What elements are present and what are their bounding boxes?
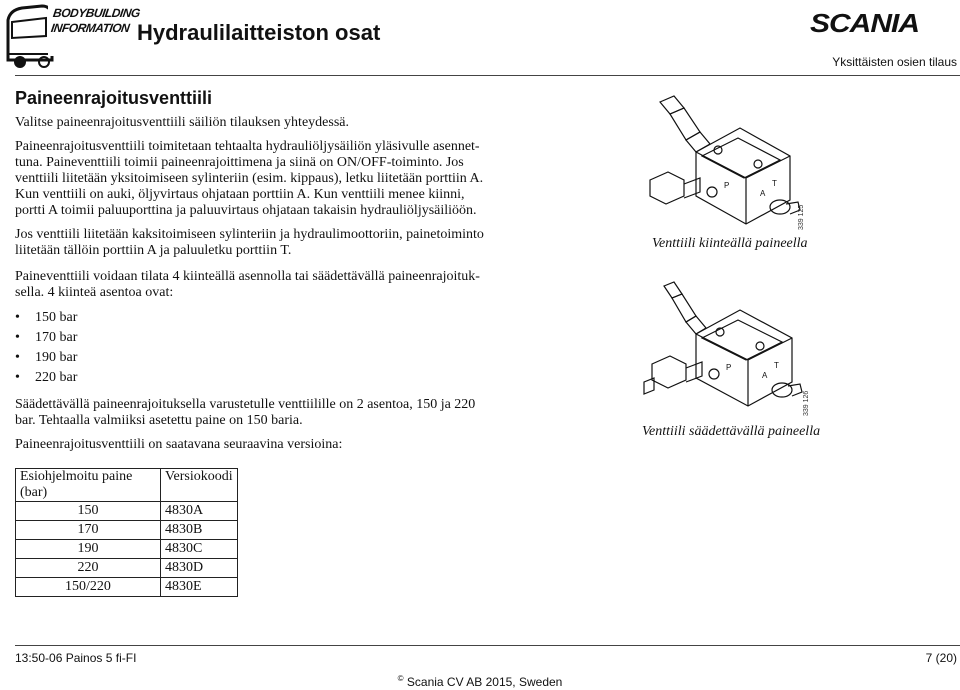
footer-divider bbox=[15, 645, 960, 646]
caption-fixed-valve: Venttiili kiinteällä paineella bbox=[652, 236, 808, 251]
figure-code-fixed: 339 125 bbox=[798, 204, 805, 230]
figure-fixed-valve bbox=[640, 92, 810, 232]
table-cell-code: 4830E bbox=[161, 578, 238, 597]
figure-code-adjustable: 339 126 bbox=[803, 390, 810, 416]
table-row bbox=[16, 521, 238, 540]
paragraph-adjustable: Säädettävällä paineenrajoituksella varustetulle venttiilille on 2 asentoa, 150 ja 220 bar. Tehtaalla valmiiksi asetettu paine on 150 baria. bbox=[15, 397, 476, 428]
svg-text:T: T bbox=[772, 179, 777, 188]
copyright-text: Scania CV AB 2015, Sweden bbox=[406, 675, 563, 689]
document-title: Hydraulilaitteiston osat bbox=[137, 20, 381, 45]
table-cell-pressure: 220 bbox=[16, 559, 161, 578]
paragraph-double-acting: Jos venttiili liitetään kaksitoimiseen sylinteriin ja hydraulimoottoriin, painetoiminto liitetään tällöin porttiin A ja paluuletku porttiin T. bbox=[15, 227, 484, 258]
list-item: • 150 bar bbox=[15, 308, 77, 328]
footer-page-number: 7 (20) bbox=[925, 651, 957, 665]
paragraph-function: Paineenrajoitusventtiili toimitetaan tehtaalta hydrauliöljysäiliön yläsivulle asennet-tuna. Paineventtiili toimii paineenrajoittimena ja siinä on ON/OFF-toiminto. Jos venttiili liitetään yksitoimiseen sylinteriin (esim. kippaus), letku liitetään porttiin A. Kun venttiili on auki, öljyvirtaus ohjataan porttiin A. Kun venttiili menee kiinni, portti A toimii paluuporttina ja paluuvirtaus ohjataan takaisin hydrauliöljysäiliöön. bbox=[15, 139, 484, 218]
table-row bbox=[16, 559, 238, 578]
header-subtitle: Yksittäisten osien tilaus bbox=[832, 55, 957, 69]
table-cell-code: 4830A bbox=[161, 502, 238, 521]
column-header-code: Versiokoodi bbox=[161, 469, 238, 502]
svg-text:P: P bbox=[726, 363, 732, 372]
versions-table bbox=[15, 468, 238, 597]
table-cell-pressure: 150/220 bbox=[16, 578, 161, 597]
svg-text:A: A bbox=[760, 189, 766, 198]
table-row bbox=[16, 578, 238, 597]
list-item: • 190 bar bbox=[15, 348, 77, 368]
svg-text:T: T bbox=[774, 361, 779, 370]
footer-copyright bbox=[360, 674, 600, 689]
pressure-list bbox=[15, 308, 77, 388]
copyright-symbol: © bbox=[397, 674, 404, 683]
table-header-row bbox=[16, 469, 238, 502]
bodybuilding-logo bbox=[2, 2, 141, 72]
valve-illustration-fixed bbox=[640, 92, 810, 232]
table-cell-code: 4830C bbox=[161, 540, 238, 559]
paragraph-fixed-positions: Paineventtiili voidaan tilata 4 kiinteällä asennolla tai säädettävällä paineenrajoituk-sella. 4 kiinteä asentoa ovat: bbox=[15, 269, 480, 300]
list-item: • 220 bar bbox=[15, 368, 77, 388]
logo-text-line2: INFORMATION bbox=[50, 21, 131, 35]
column-header-pressure: Esiohjelmoitu paine (bar) bbox=[16, 469, 161, 502]
caption-adjustable-valve: Venttiili säädettävällä paineella bbox=[642, 424, 821, 439]
scania-logo: SCANIA bbox=[810, 10, 920, 39]
valve-illustration-adjustable bbox=[640, 280, 815, 420]
svg-text:P: P bbox=[724, 181, 730, 190]
section-title: Paineenrajoitusventtiili bbox=[15, 88, 213, 108]
table-cell-pressure: 170 bbox=[16, 521, 161, 540]
list-item: • 170 bar bbox=[15, 328, 77, 348]
figure-adjustable-valve bbox=[640, 280, 815, 420]
table-cell-pressure: 190 bbox=[16, 540, 161, 559]
header-divider bbox=[15, 75, 960, 76]
table-row bbox=[16, 540, 238, 559]
footer-document-id: 13:50-06 Painos 5 fi-FI bbox=[15, 651, 137, 665]
paragraph-versions: Paineenrajoitusventtiili on saatavana seuraavina versioina: bbox=[15, 437, 343, 452]
paragraph-intro: Valitse paineenrajoitusventtiili säiliön tilauksen yhteydessä. bbox=[15, 115, 349, 130]
table-cell-pressure: 150 bbox=[16, 502, 161, 521]
table-cell-code: 4830B bbox=[161, 521, 238, 540]
svg-text:A: A bbox=[762, 371, 768, 380]
logo-text-line1: BODYBUILDING bbox=[52, 6, 141, 20]
table-cell-code: 4830D bbox=[161, 559, 238, 578]
table-row bbox=[16, 502, 238, 521]
